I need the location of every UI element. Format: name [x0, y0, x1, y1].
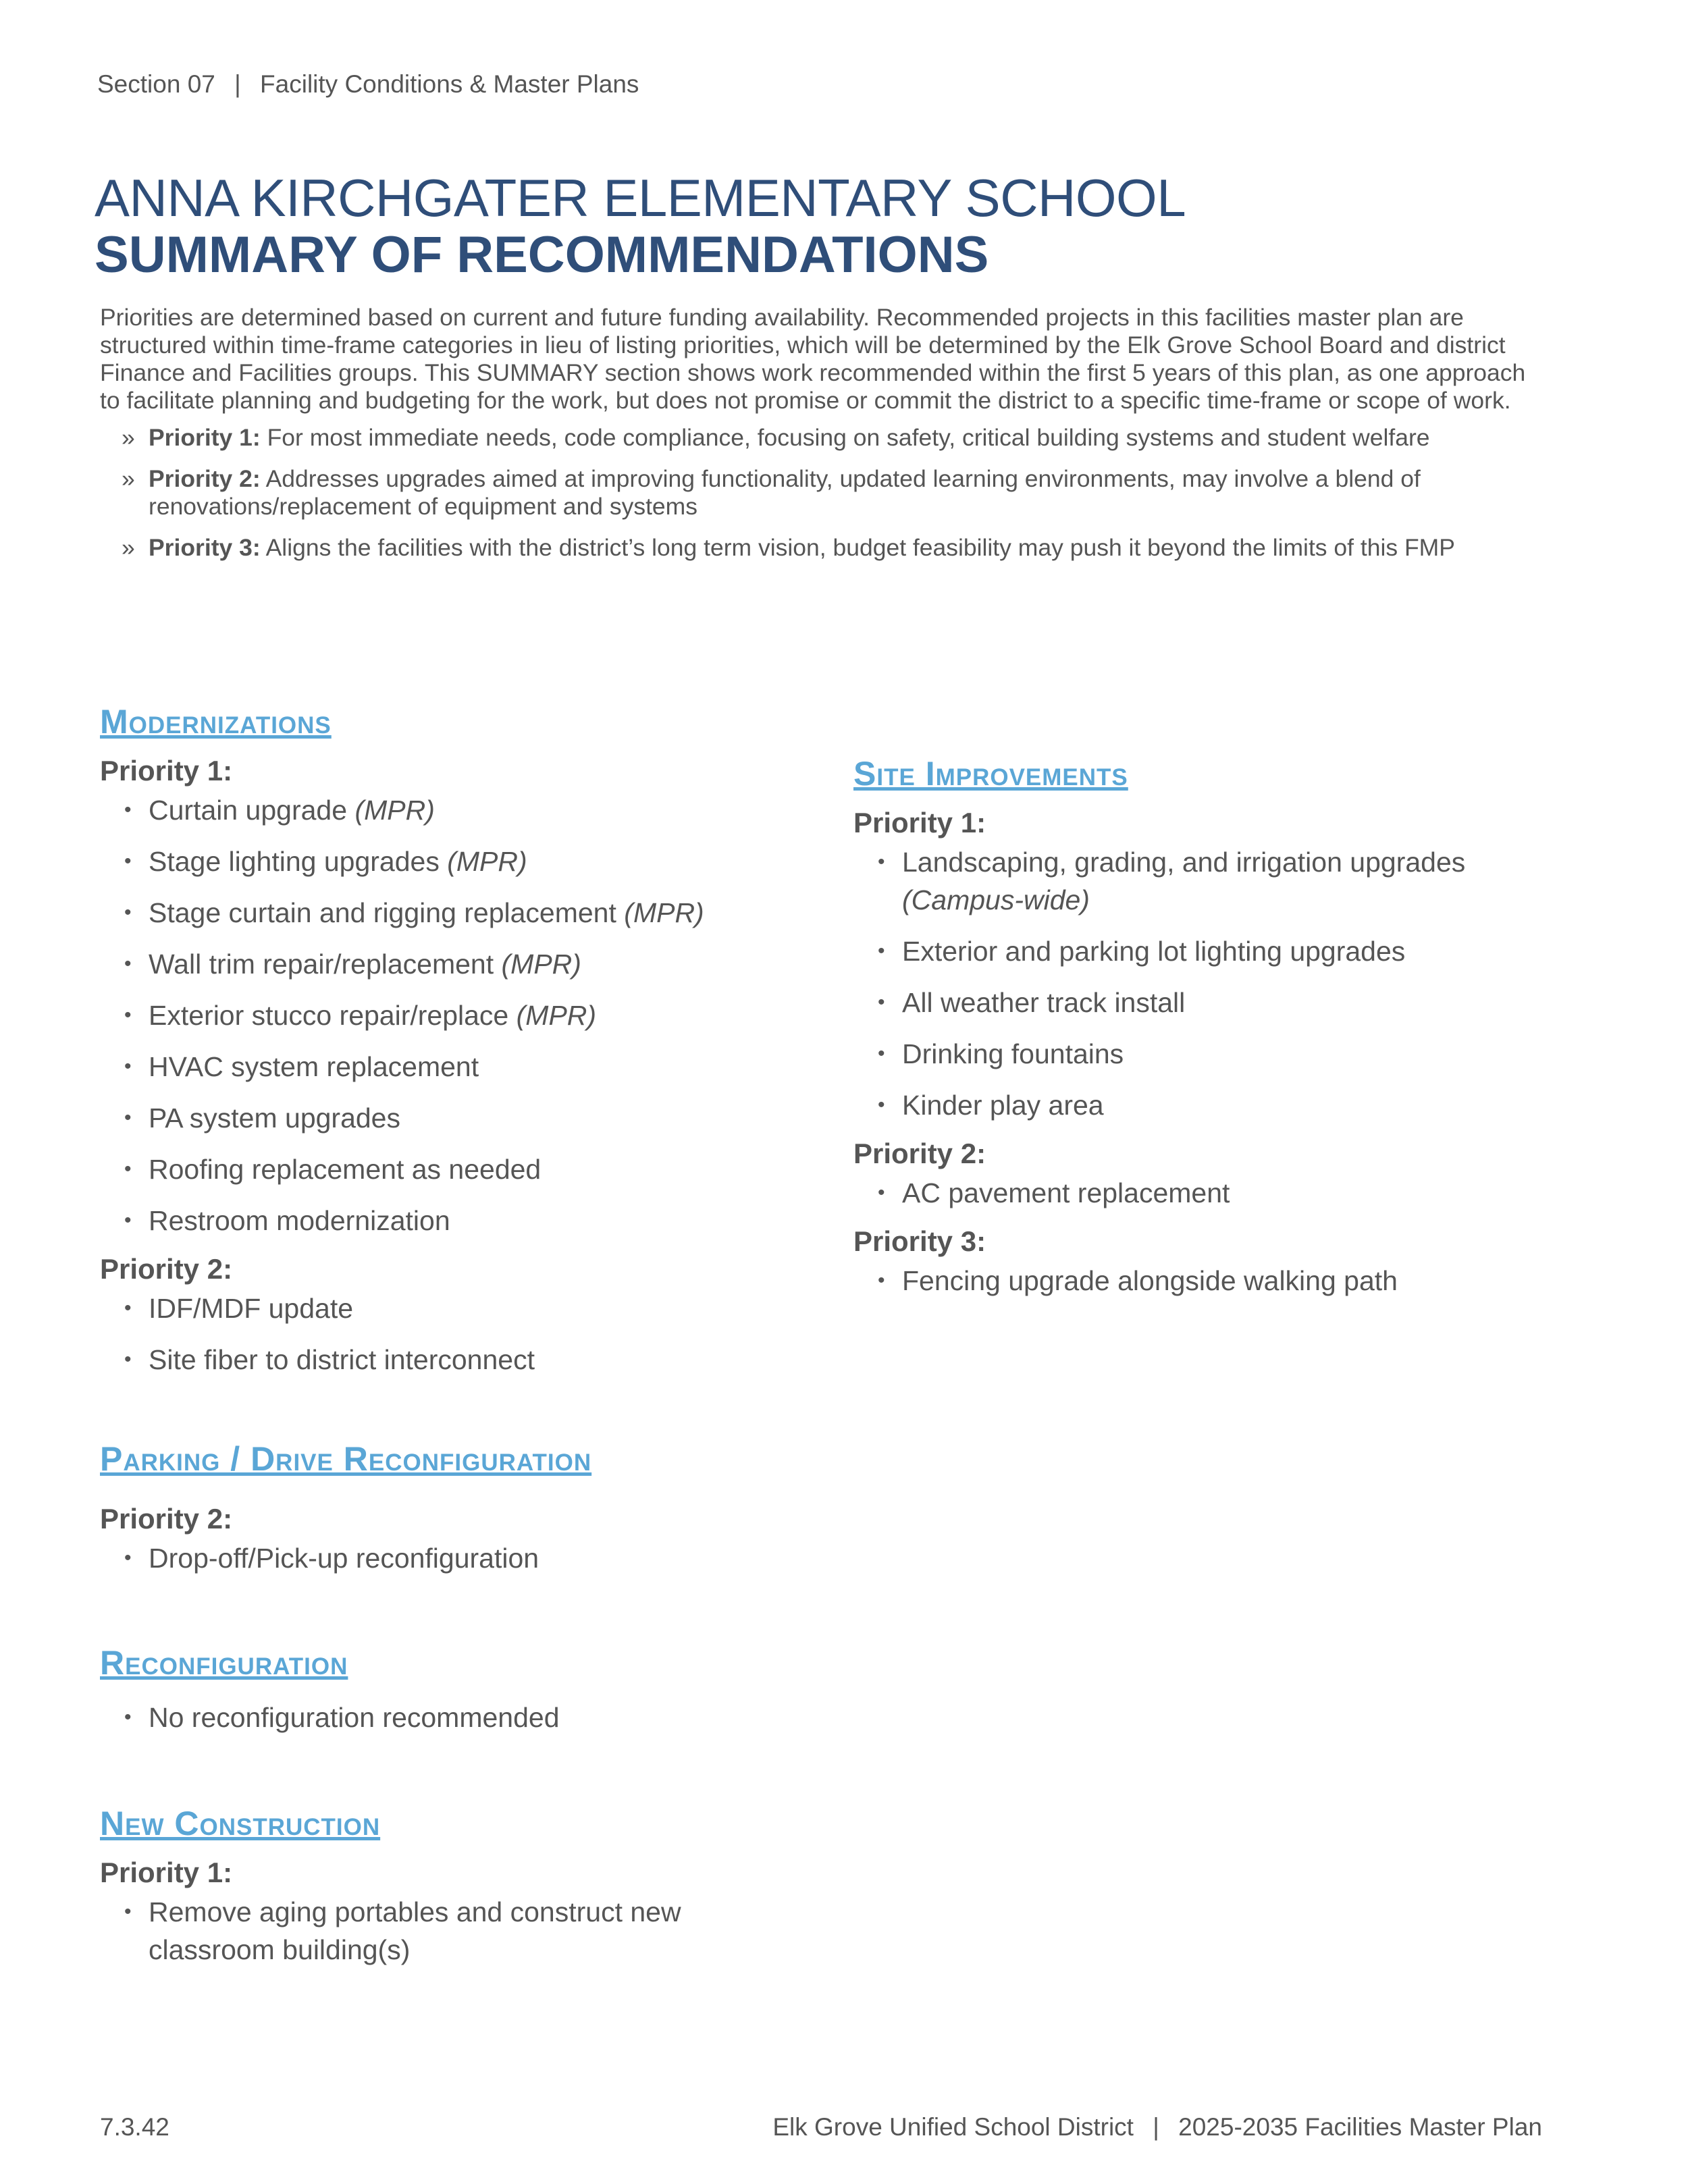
priority-heading: Priority 2: — [853, 1138, 986, 1169]
bullet-icon: • — [124, 850, 132, 872]
priority-label: Priority 2: — [149, 465, 261, 492]
right-column — [853, 754, 1542, 1313]
list-item — [100, 1150, 789, 1188]
priority-text: Aligns the facilities with the district’s long term vision, budget feasibility may push it beyond the limits of this FMP — [265, 534, 1455, 561]
title-block — [95, 169, 1546, 284]
school-name: ANNA KIRCHGATER ELEMENTARY SCHOOL — [95, 168, 1186, 228]
bullet-icon: • — [124, 1348, 132, 1370]
item-text: Stage lighting upgrades — [149, 846, 440, 877]
bullet-icon: • — [878, 1269, 885, 1291]
list-item — [853, 932, 1542, 970]
bullet-icon: • — [124, 1158, 132, 1180]
bullet-icon: • — [878, 991, 885, 1013]
item-text: Site fiber to district interconnect — [149, 1344, 535, 1375]
priority-heading: Priority 1: — [100, 755, 233, 787]
chevron-bullet-icon: » — [122, 424, 135, 451]
new-construction-priority-1-list — [100, 1893, 789, 1969]
list-item — [853, 984, 1542, 1021]
priority-definition — [100, 534, 1552, 562]
bullet-icon: • — [878, 1181, 885, 1204]
list-item — [853, 1086, 1542, 1124]
list-item — [100, 1048, 789, 1086]
bullet-icon: • — [124, 1107, 132, 1129]
item-text: Kinder play area — [902, 1090, 1104, 1121]
new-construction-heading: New Construction — [100, 1805, 381, 1842]
list-item — [100, 1539, 789, 1577]
intro-paragraph: Priorities are determined based on current and future funding availability. Recommended projects in this facilities master plan are structured within time-frame categories in lieu of listing priorities, which will be determined by the Elk Grove School Board and district Finance and Facilities groups. This SUMMARY section shows work recommended within the first 5 years of this plan, as one approach to facilitate planning and budgeting for the work, but does not promise or commit the district to a specific time-frame or scope of work. — [100, 304, 1526, 414]
running-footer — [772, 2113, 1542, 2141]
item-text: Landscaping, grading, and irrigation upgrades — [902, 847, 1466, 878]
parking-heading: Parking / Drive Reconfiguration — [100, 1440, 592, 1478]
list-item — [853, 1035, 1542, 1073]
bullet-icon: • — [878, 1094, 885, 1116]
priority-definitions — [100, 424, 1552, 562]
item-text: Wall trim repair/replacement — [149, 949, 494, 980]
list-item — [100, 1099, 789, 1137]
bullet-icon: • — [124, 1209, 132, 1231]
modernizations-priority-1-list — [100, 791, 789, 1240]
list-item — [100, 791, 789, 829]
item-text: Roofing replacement as needed — [149, 1154, 542, 1185]
priority-heading: Priority 1: — [100, 1857, 233, 1888]
list-item — [100, 1341, 789, 1379]
list-item — [100, 1289, 789, 1327]
bullet-icon: • — [124, 799, 132, 821]
bullet-icon: • — [878, 940, 885, 962]
item-text: PA system upgrades — [149, 1102, 400, 1134]
item-text: Drop-off/Pick-up reconfiguration — [149, 1543, 539, 1574]
item-note: (Campus-wide) — [902, 884, 1090, 915]
priority-definition — [100, 465, 1552, 521]
item-text: Exterior and parking lot lighting upgrades — [902, 936, 1406, 967]
list-item — [100, 843, 789, 880]
item-note: (MPR) — [447, 846, 527, 877]
item-text: Drinking fountains — [902, 1038, 1124, 1069]
item-note: (MPR) — [501, 949, 581, 980]
priority-heading: Priority 1: — [853, 807, 986, 838]
priority-label: Priority 1: — [149, 424, 261, 451]
item-text: Restroom modernization — [149, 1205, 450, 1236]
item-text: Stage curtain and rigging replacement — [149, 897, 616, 928]
item-note: (MPR) — [624, 897, 704, 928]
section-title: Facility Conditions & Master Plans — [260, 70, 639, 98]
intro-section — [100, 304, 1552, 575]
list-item — [100, 1699, 789, 1736]
modernizations-heading: Modernizations — [100, 703, 332, 741]
reconfiguration-list — [100, 1699, 789, 1736]
item-text: HVAC system replacement — [149, 1051, 479, 1082]
item-text: AC pavement replacement — [902, 1177, 1230, 1208]
item-text: Curtain upgrade — [149, 795, 348, 826]
priority-heading: Priority 2: — [100, 1253, 233, 1285]
bullet-icon: • — [878, 851, 885, 873]
bullet-icon: • — [124, 1706, 132, 1728]
priority-text: Addresses upgrades aimed at improving functionality, updated learning environments, may involve a blend of renovations/replacement of equipment and systems — [149, 465, 1421, 520]
list-item — [100, 1893, 743, 1969]
page-number: 7.3.42 — [100, 2113, 169, 2141]
plan-title: 2025-2035 Facilities Master Plan — [1178, 2113, 1542, 2141]
parking-priority-2-list — [100, 1539, 789, 1577]
bullet-icon: • — [124, 1004, 132, 1026]
item-text: Exterior stucco repair/replace — [149, 1000, 509, 1031]
chevron-bullet-icon: » — [122, 534, 135, 561]
item-text: No reconfiguration recommended — [149, 1702, 560, 1733]
bullet-icon: • — [124, 901, 132, 924]
site-priority-2-list — [853, 1174, 1542, 1212]
left-column — [100, 702, 789, 1982]
priority-text: For most immediate needs, code compliance, focusing on safety, critical building systems and student welfare — [267, 424, 1430, 451]
item-note: (MPR) — [354, 795, 435, 826]
footer-separator: | — [1153, 2113, 1159, 2141]
item-text: Fencing upgrade alongside walking path — [902, 1265, 1398, 1296]
item-note: (MPR) — [516, 1000, 597, 1031]
bullet-icon: • — [124, 1547, 132, 1569]
modernizations-priority-2-list — [100, 1289, 789, 1379]
list-item — [100, 996, 789, 1034]
district-name: Elk Grove Unified School District — [772, 2113, 1134, 2141]
list-item — [100, 894, 789, 932]
site-priority-3-list — [853, 1262, 1542, 1300]
bullet-icon: • — [124, 1900, 132, 1923]
site-improvements-heading: Site Improvements — [853, 755, 1128, 793]
reconfiguration-heading: Reconfiguration — [100, 1644, 348, 1682]
list-item — [853, 843, 1510, 919]
item-text: Remove aging portables and construct new classroom building(s) — [149, 1896, 681, 1965]
list-item — [853, 1174, 1542, 1212]
priority-definition — [100, 424, 1552, 452]
list-item — [853, 1262, 1542, 1300]
list-item — [100, 1202, 789, 1240]
bullet-icon: • — [124, 1297, 132, 1319]
chevron-bullet-icon: » — [122, 465, 135, 492]
item-text: IDF/MDF update — [149, 1293, 354, 1324]
item-text: All weather track install — [902, 987, 1186, 1018]
site-priority-1-list — [853, 843, 1542, 1124]
section-number: Section 07 — [97, 70, 215, 98]
bullet-icon: • — [124, 1055, 132, 1077]
priority-heading: Priority 3: — [853, 1225, 986, 1257]
list-item — [100, 945, 789, 983]
page-title: SUMMARY OF RECOMMENDATIONS — [95, 226, 989, 284]
bullet-icon: • — [878, 1042, 885, 1065]
running-header — [97, 70, 639, 99]
priority-label: Priority 3: — [149, 534, 261, 561]
bullet-icon: • — [124, 953, 132, 975]
header-separator: | — [234, 70, 241, 98]
priority-heading: Priority 2: — [100, 1503, 233, 1535]
